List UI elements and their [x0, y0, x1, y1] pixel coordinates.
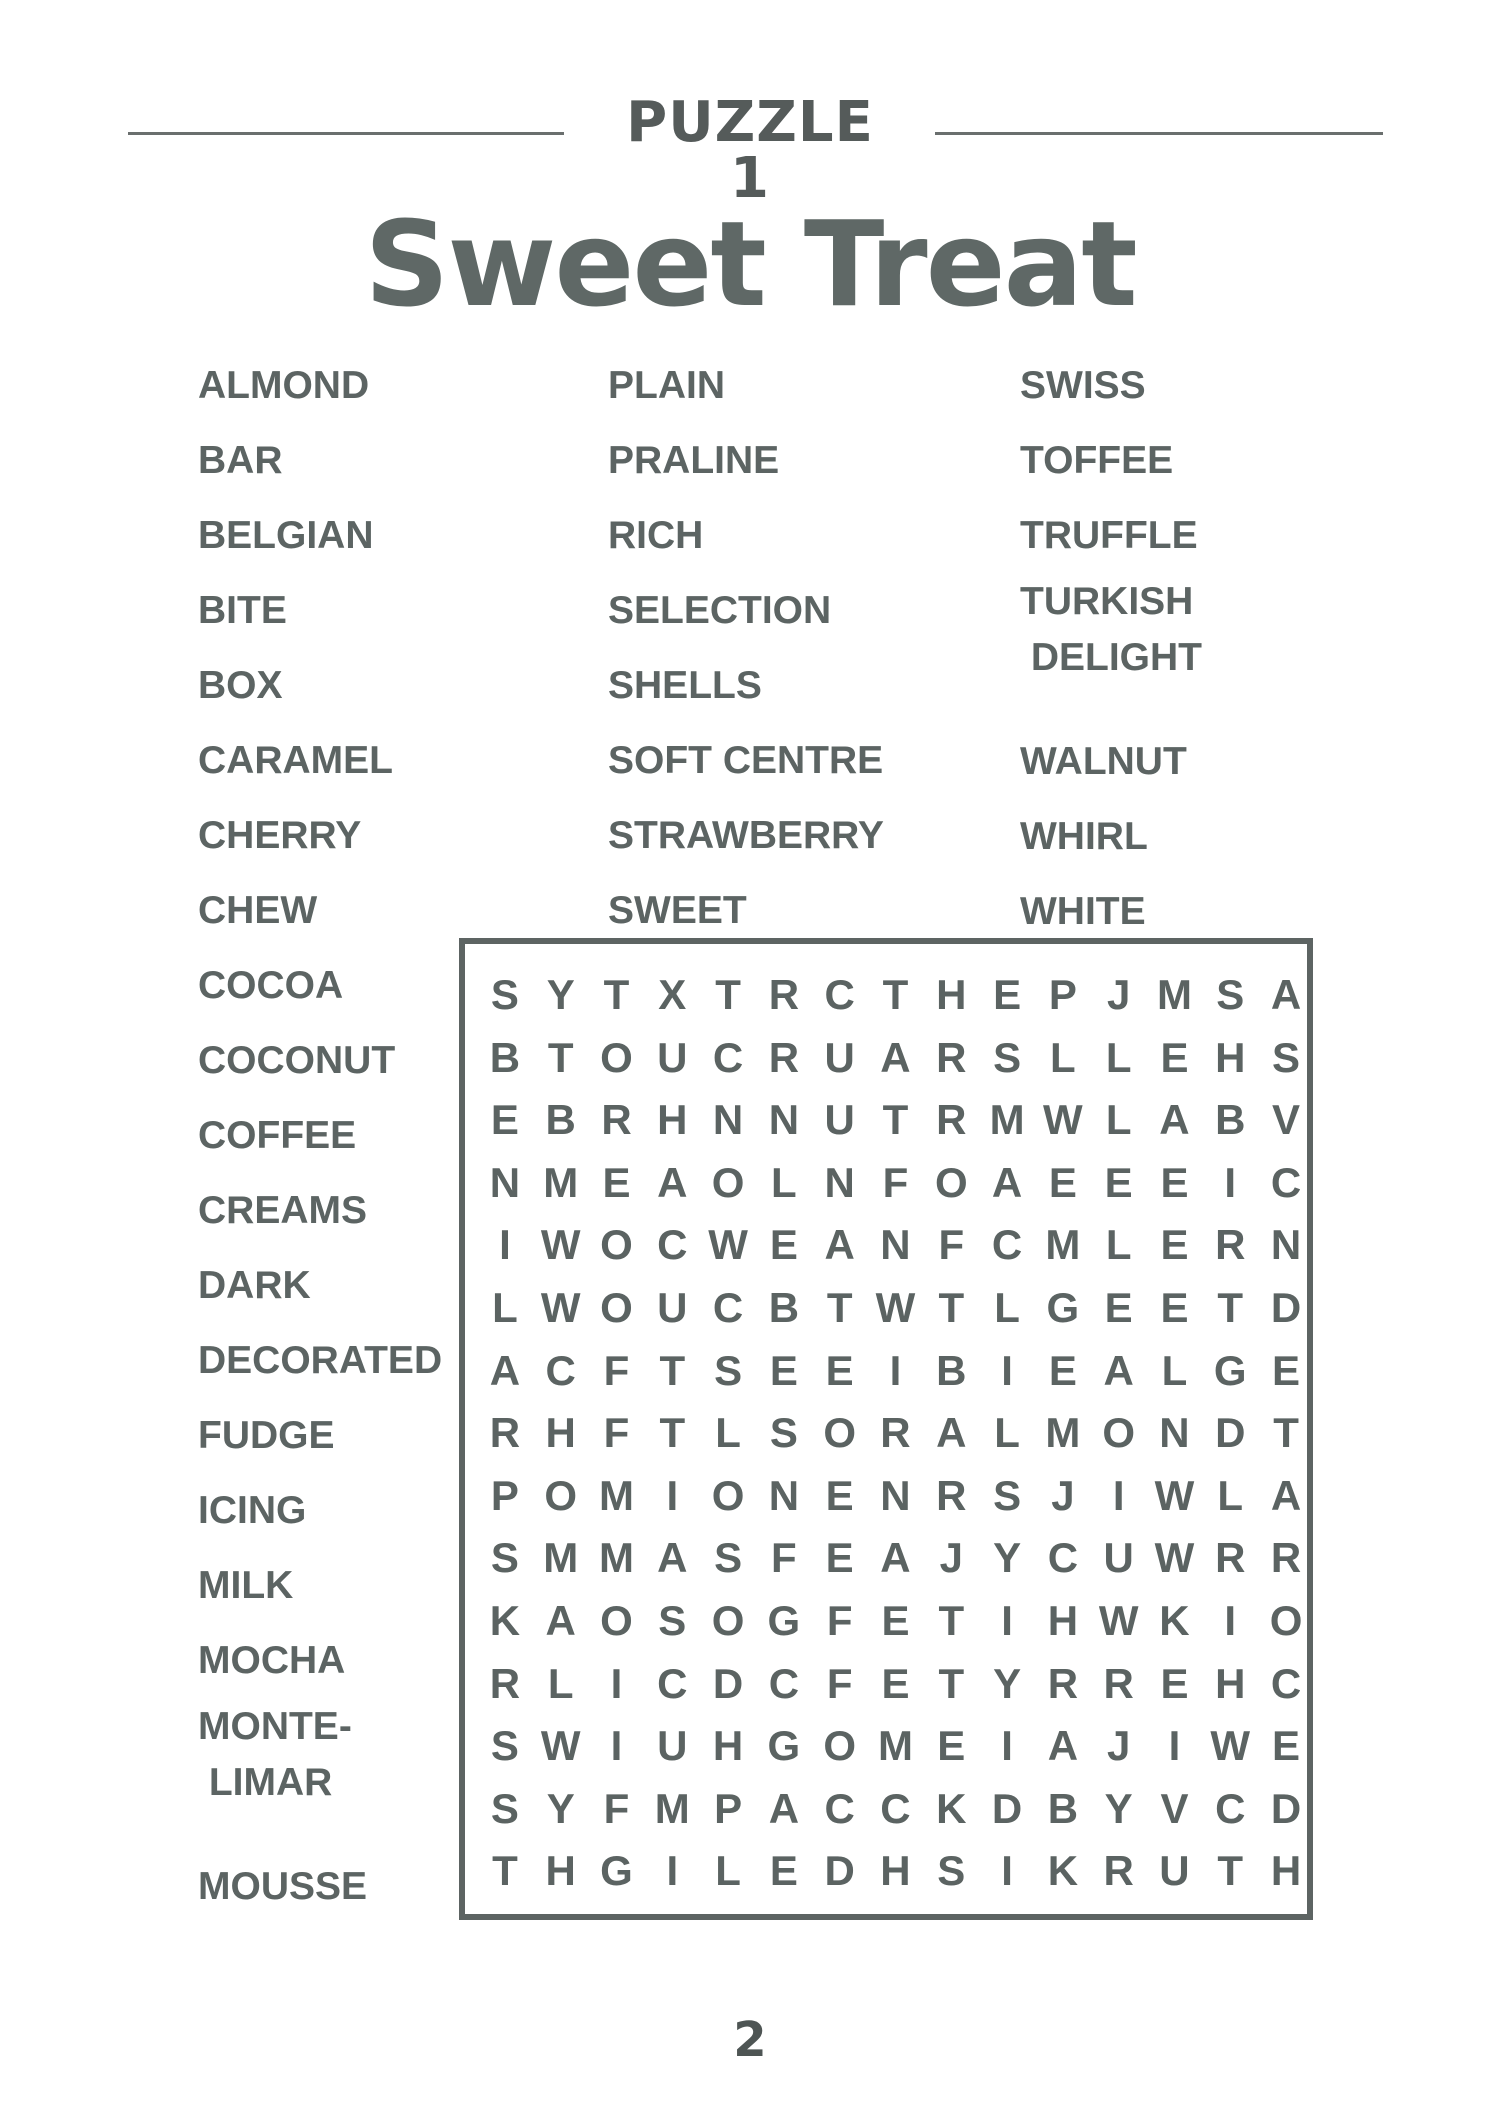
- grid-letter: R: [1215, 1221, 1246, 1269]
- word-search-grid: [477, 964, 1314, 1903]
- word-list-item: BOX: [198, 664, 283, 707]
- grid-letter: M: [989, 1096, 1025, 1144]
- grid-letter: N: [489, 1158, 521, 1206]
- grid-letter: C: [824, 1784, 855, 1832]
- word-list-column-3: [1020, 348, 1202, 949]
- grid-letter: A: [545, 1596, 576, 1644]
- grid-letter: C: [991, 1221, 1023, 1269]
- grid-letter: S: [769, 1409, 798, 1457]
- grid-letter: A: [880, 1534, 911, 1582]
- grid-letter: H: [1215, 1033, 1246, 1081]
- grid-letter: D: [1270, 1283, 1302, 1331]
- grid-letter: T: [1217, 1283, 1244, 1331]
- grid-letter: A: [1103, 1346, 1134, 1394]
- grid-letter: O: [600, 1283, 633, 1331]
- grid-letter: I: [1168, 1722, 1181, 1770]
- grid-letter: C: [824, 971, 855, 1018]
- grid-letter: F: [771, 1534, 797, 1582]
- grid-letter: N: [880, 1221, 911, 1269]
- word-list-item: SHELLS: [608, 664, 762, 707]
- grid-letter: C: [657, 1659, 688, 1707]
- grid-letter: R: [1103, 1847, 1134, 1895]
- grid-letter: A: [768, 1784, 800, 1832]
- grid-letter: F: [603, 1346, 630, 1394]
- grid-letter: L: [771, 1158, 797, 1206]
- grid-letter: Y: [993, 1534, 1022, 1582]
- grid-letter: F: [826, 1596, 853, 1644]
- grid-letter: U: [824, 1096, 855, 1144]
- grid-letter: A: [657, 1534, 688, 1582]
- word-list-item: COFFEE: [198, 1114, 357, 1157]
- word-list-column-2: [608, 348, 884, 948]
- grid-letter: L: [1105, 1221, 1132, 1269]
- grid-letter: I: [610, 1659, 623, 1707]
- grid-letter: O: [711, 1158, 745, 1206]
- grid-letter: S: [993, 1033, 1022, 1081]
- grid-letter: I: [1224, 1158, 1237, 1206]
- grid-letter: E: [1160, 1158, 1189, 1206]
- grid-letter: A: [657, 1158, 688, 1206]
- grid-letter: E: [881, 1596, 910, 1644]
- grid-letter: S: [714, 1534, 743, 1582]
- grid-letter: B: [489, 1033, 521, 1081]
- grid-letter: C: [545, 1346, 576, 1394]
- grid-letter: A: [1270, 971, 1302, 1018]
- word-list-column-1: [198, 348, 442, 1924]
- grid-letter: E: [1160, 1221, 1189, 1269]
- grid-letter: E: [1272, 1722, 1301, 1770]
- grid-letter: C: [1270, 1659, 1302, 1707]
- grid-letter: R: [601, 1096, 632, 1144]
- grid-letter: M: [654, 1784, 690, 1832]
- grid-letter: R: [1270, 1534, 1302, 1582]
- word-list-item: SWISS: [1020, 364, 1146, 407]
- grid-letter: J: [1106, 971, 1131, 1018]
- grid-letter: U: [657, 1283, 688, 1331]
- grid-letter: E: [825, 1534, 854, 1582]
- grid-letter: O: [544, 1471, 578, 1519]
- grid-letter: H: [1215, 1659, 1246, 1707]
- grid-letter: P: [490, 1471, 519, 1519]
- grid-letter: C: [768, 1659, 800, 1707]
- grid-letter: D: [712, 1659, 744, 1707]
- grid-letter: O: [934, 1158, 968, 1206]
- grid-letter: I: [499, 1221, 511, 1269]
- grid-letter: W: [540, 1283, 581, 1331]
- grid-letter: A: [489, 1346, 521, 1394]
- grid-letter: J: [1106, 1722, 1131, 1770]
- grid-letter: W: [540, 1722, 581, 1770]
- grid-letter: O: [600, 1221, 633, 1269]
- grid-letter: X: [658, 971, 687, 1018]
- header-rule-left: [128, 132, 564, 135]
- grid-letter: T: [938, 1659, 965, 1707]
- grid-letter: S: [490, 971, 519, 1018]
- grid-letter: Y: [546, 971, 575, 1018]
- grid-letter: F: [882, 1158, 909, 1206]
- grid-letter: M: [543, 1534, 579, 1582]
- grid-letter: E: [602, 1158, 631, 1206]
- grid-letter: T: [882, 1096, 909, 1144]
- grid-letter: A: [824, 1221, 855, 1269]
- grid-letter: L: [1105, 1096, 1132, 1144]
- grid-letter: O: [823, 1722, 857, 1770]
- word-list-item: MONTE- LIMAR: [198, 1705, 352, 1804]
- grid-letter: L: [994, 1409, 1020, 1457]
- grid-letter: T: [826, 1283, 853, 1331]
- grid-letter: R: [880, 1409, 911, 1457]
- grid-letter: R: [489, 1659, 521, 1707]
- grid-letter: I: [666, 1471, 679, 1519]
- grid-letter: H: [1270, 1847, 1302, 1895]
- grid-letter: L: [715, 1409, 741, 1457]
- grid-letter: S: [490, 1534, 519, 1582]
- grid-letter: B: [1215, 1096, 1246, 1144]
- page-number: 2: [733, 2012, 767, 2068]
- grid-letter: H: [657, 1096, 688, 1144]
- grid-letter: N: [880, 1471, 911, 1519]
- grid-letter: G: [1213, 1346, 1247, 1394]
- grid-letter: M: [543, 1158, 579, 1206]
- grid-letter: R: [1215, 1534, 1246, 1582]
- grid-letter: G: [767, 1596, 801, 1644]
- word-list-item: ICING: [198, 1489, 307, 1532]
- grid-letter: T: [659, 1409, 686, 1457]
- grid-letter: M: [1045, 1409, 1081, 1457]
- grid-letter: W: [1154, 1471, 1195, 1519]
- grid-letter: L: [547, 1659, 574, 1707]
- grid-letter: Y: [546, 1784, 575, 1832]
- grid-letter: O: [711, 1596, 745, 1644]
- grid-letter: M: [1156, 971, 1192, 1018]
- grid-letter: L: [1050, 1033, 1076, 1081]
- grid-letter: Y: [1104, 1784, 1133, 1832]
- grid-letter: R: [936, 1471, 967, 1519]
- grid-letter: K: [936, 1784, 967, 1832]
- grid-letter: S: [490, 1784, 519, 1832]
- grid-letter: C: [1047, 1534, 1079, 1582]
- grid-letter: S: [714, 1346, 743, 1394]
- word-list-item: CREAMS: [198, 1189, 368, 1232]
- word-list-item: MILK: [198, 1564, 294, 1607]
- grid-letter: C: [1215, 1784, 1246, 1832]
- grid-letter: F: [603, 1409, 630, 1457]
- grid-letter: B: [545, 1096, 576, 1144]
- grid-letter: M: [598, 1471, 634, 1519]
- puzzle-label: PUZZLE 1: [626, 90, 874, 211]
- grid-letter: F: [938, 1221, 965, 1269]
- grid-letter: O: [1102, 1409, 1135, 1457]
- grid-letter: F: [603, 1784, 630, 1832]
- grid-letter: C: [880, 1784, 911, 1832]
- grid-letter: O: [823, 1409, 857, 1457]
- grid-letter: P: [714, 1784, 743, 1832]
- grid-letter: W: [1098, 1596, 1139, 1644]
- grid-letter: N: [768, 1096, 800, 1144]
- word-list-item: COCONUT: [198, 1039, 396, 1082]
- grid-letter: C: [1270, 1158, 1302, 1206]
- word-list-item: CHEW: [198, 889, 318, 932]
- grid-letter: I: [1001, 1722, 1013, 1770]
- grid-letter: I: [1001, 1847, 1013, 1895]
- word-list-item: SOFT CENTRE: [608, 739, 884, 782]
- grid-letter: E: [769, 1221, 798, 1269]
- grid-letter: N: [1270, 1221, 1302, 1269]
- grid-letter: T: [938, 1283, 965, 1331]
- grid-letter: R: [936, 1096, 967, 1144]
- word-list-item: COCOA: [198, 964, 344, 1007]
- grid-letter: E: [1160, 1659, 1189, 1707]
- grid-letter: U: [824, 1033, 855, 1081]
- grid-letter: T: [715, 971, 741, 1018]
- grid-letter: E: [1272, 1346, 1301, 1394]
- grid-letter: E: [881, 1659, 910, 1707]
- grid-letter: C: [712, 1033, 744, 1081]
- grid-letter: R: [1103, 1659, 1134, 1707]
- grid-letter: A: [1159, 1096, 1190, 1144]
- grid-letter: U: [1103, 1534, 1134, 1582]
- word-list-item: BAR: [198, 439, 283, 482]
- grid-letter: V: [1272, 1096, 1301, 1144]
- grid-letter: L: [715, 1847, 741, 1895]
- grid-letter: T: [882, 971, 909, 1018]
- grid-letter: C: [712, 1283, 744, 1331]
- grid-letter: J: [1051, 1471, 1075, 1519]
- grid-letter: B: [1047, 1784, 1079, 1832]
- grid-letter: I: [889, 1346, 902, 1394]
- grid-letter: W: [540, 1221, 581, 1269]
- grid-letter: R: [1047, 1659, 1079, 1707]
- word-list-item: WHITE: [1020, 890, 1146, 933]
- grid-letter: M: [1045, 1221, 1081, 1269]
- grid-letter: G: [600, 1847, 633, 1895]
- grid-letter: R: [936, 1033, 967, 1081]
- grid-letter: I: [1001, 1596, 1013, 1644]
- grid-letter: M: [877, 1722, 913, 1770]
- grid-letter: T: [547, 1033, 574, 1081]
- word-list-item: DECORATED: [198, 1339, 443, 1382]
- grid-letter: A: [991, 1158, 1023, 1206]
- grid-letter: P: [1048, 971, 1077, 1018]
- grid-letter: W: [708, 1221, 748, 1269]
- word-list-item: SELECTION: [608, 589, 832, 632]
- grid-letter: I: [666, 1847, 679, 1895]
- grid-letter: S: [1272, 1033, 1301, 1081]
- page-title: Sweet Treat: [364, 195, 1136, 333]
- word-search-grid-frame: [459, 938, 1313, 1920]
- word-list-item: TURKISH DELIGHT: [1020, 580, 1202, 679]
- grid-letter: H: [880, 1847, 911, 1895]
- word-list-item: BITE: [198, 589, 287, 632]
- word-list-item: SWEET: [608, 889, 747, 932]
- grid-letter: B: [768, 1283, 800, 1331]
- word-list-item: DARK: [198, 1264, 311, 1307]
- grid-letter: A: [880, 1033, 911, 1081]
- word-list-item: FUDGE: [198, 1414, 335, 1457]
- grid-letter: G: [767, 1722, 801, 1770]
- word-list-item: STRAWBERRY: [608, 814, 884, 857]
- grid-letter: O: [600, 1033, 633, 1081]
- word-list-item: CARAMEL: [198, 739, 393, 782]
- grid-letter: T: [492, 1847, 518, 1895]
- grid-letter: H: [1047, 1596, 1079, 1644]
- grid-letter: E: [1048, 1346, 1077, 1394]
- grid-letter: S: [490, 1722, 519, 1770]
- grid-letter: A: [1047, 1722, 1079, 1770]
- grid-letter: E: [1104, 1283, 1133, 1331]
- grid-letter: O: [711, 1471, 745, 1519]
- grid-letter: E: [490, 1096, 519, 1144]
- grid-letter: E: [769, 1346, 798, 1394]
- grid-letter: J: [939, 1534, 963, 1582]
- grid-letter: H: [712, 1722, 744, 1770]
- grid-letter: W: [1154, 1534, 1195, 1582]
- word-list-item: TOFFEE: [1020, 439, 1174, 482]
- grid-letter: E: [937, 1722, 966, 1770]
- word-list-item: CHERRY: [198, 814, 362, 857]
- grid-letter: T: [603, 971, 630, 1018]
- header-rule-right: [935, 132, 1383, 135]
- grid-letter: R: [768, 1033, 800, 1081]
- grid-letter: D: [991, 1784, 1023, 1832]
- word-list-item: PRALINE: [608, 439, 780, 482]
- grid-letter: F: [826, 1659, 853, 1707]
- grid-letter: D: [824, 1847, 855, 1895]
- grid-letter: K: [1159, 1596, 1190, 1644]
- grid-letter: S: [937, 1847, 966, 1895]
- grid-letter: B: [936, 1346, 967, 1394]
- grid-letter: D: [1215, 1409, 1246, 1457]
- grid-letter: W: [1043, 1096, 1083, 1144]
- grid-letter: H: [936, 971, 967, 1018]
- grid-letter: C: [657, 1221, 688, 1269]
- grid-letter: U: [657, 1033, 688, 1081]
- grid-letter: I: [1001, 1346, 1013, 1394]
- grid-letter: G: [1046, 1283, 1080, 1331]
- word-list-item: BELGIAN: [198, 514, 374, 557]
- word-list-item: ALMOND: [198, 364, 370, 407]
- grid-letter: U: [1159, 1847, 1190, 1895]
- grid-letter: E: [769, 1847, 798, 1895]
- grid-letter: K: [489, 1596, 521, 1644]
- grid-letter: H: [545, 1409, 576, 1457]
- grid-letter: A: [936, 1409, 967, 1457]
- grid-letter: T: [1273, 1409, 1299, 1457]
- grid-letter: W: [1210, 1722, 1251, 1770]
- grid-letter: E: [1048, 1158, 1077, 1206]
- grid-letter: N: [824, 1158, 855, 1206]
- grid-letter: U: [657, 1722, 688, 1770]
- grid-letter: S: [1216, 971, 1245, 1018]
- word-list-item: MOCHA: [198, 1639, 346, 1682]
- grid-letter: E: [825, 1471, 854, 1519]
- word-list-item: RICH: [608, 514, 704, 557]
- grid-letter: L: [994, 1283, 1020, 1331]
- grid-letter: K: [1047, 1847, 1079, 1895]
- grid-letter: H: [545, 1847, 576, 1895]
- grid-letter: T: [1217, 1847, 1244, 1895]
- grid-letter: O: [1269, 1596, 1303, 1644]
- grid-letter: E: [825, 1346, 854, 1394]
- grid-letter: N: [768, 1471, 800, 1519]
- grid-letter: S: [658, 1596, 687, 1644]
- grid-letter: M: [598, 1534, 634, 1582]
- grid-letter: D: [1270, 1784, 1302, 1832]
- grid-letter: N: [1159, 1409, 1190, 1457]
- grid-letter: W: [875, 1283, 916, 1331]
- grid-letter: I: [1224, 1596, 1237, 1644]
- word-list-item: MOUSSE: [198, 1865, 368, 1908]
- word-list-item: PLAIN: [608, 364, 725, 407]
- grid-letter: E: [993, 971, 1022, 1018]
- grid-letter: R: [768, 971, 800, 1018]
- grid-letter: A: [1270, 1471, 1302, 1519]
- grid-letter: I: [610, 1722, 623, 1770]
- grid-letter: E: [1160, 1033, 1189, 1081]
- grid-letter: Y: [993, 1659, 1022, 1707]
- grid-letter: R: [489, 1409, 521, 1457]
- grid-letter: L: [1105, 1033, 1132, 1081]
- grid-letter: T: [659, 1346, 686, 1394]
- word-list-item: TRUFFLE: [1020, 514, 1198, 557]
- grid-letter: L: [1161, 1346, 1188, 1394]
- grid-letter: V: [1160, 1784, 1189, 1832]
- grid-letter: N: [712, 1096, 744, 1144]
- grid-letter: S: [993, 1471, 1022, 1519]
- grid-letter: T: [938, 1596, 965, 1644]
- grid-letter: O: [600, 1596, 633, 1644]
- grid-letter: E: [1160, 1283, 1189, 1331]
- grid-letter: I: [1112, 1471, 1125, 1519]
- word-list-item: WHIRL: [1020, 815, 1148, 858]
- grid-letter: E: [1104, 1158, 1133, 1206]
- word-list-item: WALNUT: [1020, 740, 1187, 783]
- grid-letter: L: [1217, 1471, 1244, 1519]
- grid-letter: L: [492, 1283, 518, 1331]
